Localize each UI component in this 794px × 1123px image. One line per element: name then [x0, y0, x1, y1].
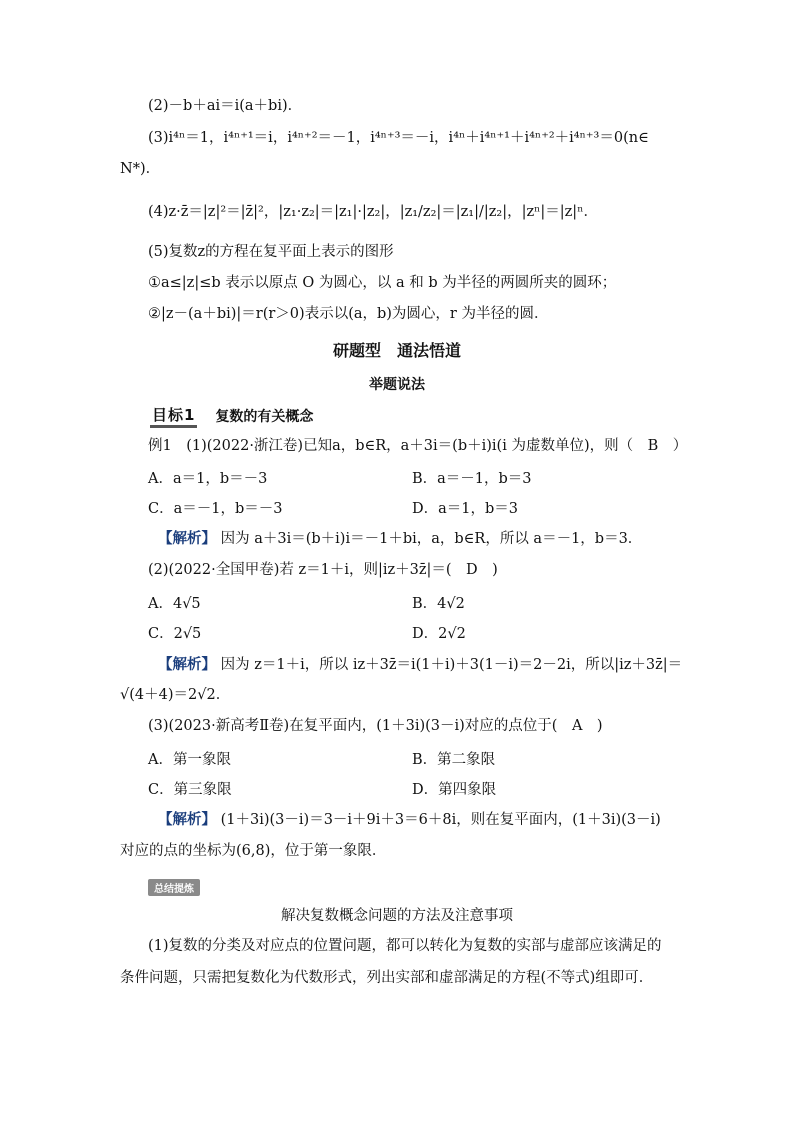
target-badge: 目标1 — [150, 404, 197, 428]
section-subtitle: 举题说法 — [369, 377, 425, 393]
property-5-b: ②|z－(a＋bi)|＝r(r＞0)表示以(a，b)为圆心，r 为半径的圆． — [148, 306, 549, 322]
q1-analysis-text: 因为 a＋3i＝(b＋i)i＝－1＋bi，a，b∈R，所以 a＝－1，b＝3． — [220, 531, 643, 547]
q1-option-c: C．a＝－1，b＝－3 — [148, 501, 283, 517]
property-3-cont: N*)． — [120, 161, 161, 177]
q1-analysis — [158, 529, 642, 549]
q1-option-b: B．a＝－1，b＝3 — [412, 471, 532, 487]
example1-q1: 例1 (1)(2022·浙江卷)已知a，b∈R，a＋3i＝(b＋i)i(i 为虚数单位)，则（ B ） — [148, 438, 688, 454]
q3-analysis-cont: 对应的点的坐标为(6,8)，位于第一象限． — [120, 843, 387, 859]
q3-option-d: D．第四象限 — [412, 782, 497, 798]
q2-analysis-cont: √(4＋4)＝2√2． — [120, 687, 231, 703]
summary-tag: 总结提炼 — [148, 879, 200, 896]
property-4: (4)z·z̄＝|z|²＝|z̄|²，|z₁·z₂|＝|z₁|·|z₂|，|z₁/z₂|＝|z₁|/|z₂|，|zⁿ|＝|z|ⁿ． — [148, 204, 598, 220]
summary-title: 解决复数概念问题的方法及注意事项 — [281, 908, 513, 924]
q2-analysis — [158, 655, 682, 675]
q2-option-c: C．2√5 — [148, 626, 202, 642]
target-header — [150, 404, 313, 428]
analysis-tag: 【解析】 — [158, 531, 216, 547]
q3-option-b: B．第二象限 — [412, 752, 496, 768]
q3-option-c: C．第三象限 — [148, 782, 232, 798]
q1-option-a: A．a＝1，b＝－3 — [148, 471, 268, 487]
property-5: (5)复数z的方程在复平面上表示的图形 — [148, 244, 394, 260]
property-3: (3)i⁴ⁿ＝1，i⁴ⁿ⁺¹＝i，i⁴ⁿ⁺²＝－1，i⁴ⁿ⁺³＝－i，i⁴ⁿ＋i⁴ⁿ⁺¹＋i⁴ⁿ⁺²＋i⁴ⁿ⁺³＝0(n∈ — [148, 130, 649, 146]
analysis-tag: 【解析】 — [158, 657, 216, 673]
q3-analysis — [158, 810, 661, 830]
example1-q3: (3)(2023·新高考Ⅱ卷)在复平面内，(1＋3i)(3－i)对应的点位于( A ) — [148, 718, 603, 734]
q3-analysis-text: (1＋3i)(3－i)＝3－i＋9i＋3＝6＋8i，则在复平面内，(1＋3i)(3－i) — [220, 812, 661, 828]
q3-option-a: A．第一象限 — [148, 752, 231, 768]
section-title: 研题型 通法悟道 — [332, 341, 461, 360]
q2-option-a: A．4√5 — [148, 596, 201, 612]
q2-option-d: D．2√2 — [412, 626, 466, 642]
example1-q2: (2)(2022·全国甲卷)若 z＝1＋i，则|iz＋3z̄|＝( D ) — [148, 562, 498, 578]
q2-analysis-text: 因为 z＝1＋i，所以 iz＋3z̄＝i(1＋i)＋3(1－i)＝2－2i，所以|iz＋3z̄|＝ — [220, 657, 683, 673]
q2-option-b: B．4√2 — [412, 596, 465, 612]
analysis-tag: 【解析】 — [158, 812, 216, 828]
property-2: (2)－b＋ai＝i(a＋bi)． — [148, 98, 303, 114]
summary-text: (1)复数的分类及对应点的位置问题，都可以转化为复数的实部与虚部应该满足的条件问题，只需把复数化为代数形式，列出实部和虚部满足的方程(不等式)组即可． — [120, 938, 662, 986]
q1-option-d: D．a＝1，b＝3 — [412, 501, 519, 517]
target-title: 复数的有关概念 — [215, 409, 314, 425]
summary-paragraph — [120, 930, 676, 994]
property-5-a: ①a≤|z|≤b 表示以原点 O 为圆心，以 a 和 b 为半径的两圆所夹的圆环； — [148, 275, 617, 291]
